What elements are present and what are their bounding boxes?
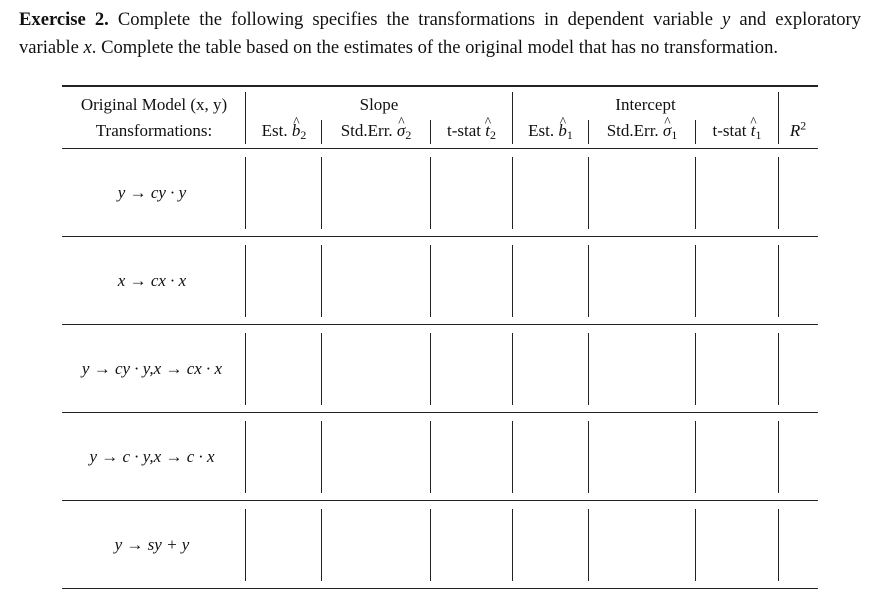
header-se-sigma1-subscript: 1 xyxy=(671,127,678,142)
header-t-t2-symbol: ^ t xyxy=(485,121,490,141)
column-rule xyxy=(695,333,696,405)
column-rule xyxy=(245,333,246,405)
row-rule-1 xyxy=(62,236,818,237)
answer-cell-t-t2[interactable] xyxy=(432,157,510,229)
answer-cell-t-t1[interactable] xyxy=(697,245,776,317)
answer-cell-est-b2[interactable] xyxy=(247,509,319,581)
table-header-rule xyxy=(62,148,818,149)
header-se-sigma2 xyxy=(322,121,430,141)
column-rule xyxy=(778,333,779,405)
header-t-t1-subscript: 1 xyxy=(755,127,762,142)
answer-cell-se-sigma1[interactable] xyxy=(590,333,693,405)
row-label-both-scale xyxy=(64,359,240,379)
exercise-var-y: y xyxy=(722,9,731,30)
answer-cell-se-sigma1[interactable] xyxy=(590,157,693,229)
row-rule-2 xyxy=(62,324,818,325)
header-t-t1-prefix: t-stat xyxy=(712,121,751,140)
column-rule xyxy=(321,245,322,317)
column-rule xyxy=(512,509,513,581)
header-est-b1-prefix: Est. xyxy=(528,121,559,140)
column-rule xyxy=(588,509,589,581)
column-rule xyxy=(245,157,246,229)
answer-cell-r2[interactable] xyxy=(780,157,816,229)
answer-cell-se-sigma2[interactable] xyxy=(323,509,428,581)
header-se-sigma1 xyxy=(589,121,695,141)
header-slope-text: Slope xyxy=(359,95,399,114)
column-rule xyxy=(695,509,696,581)
answer-cell-t-t1[interactable] xyxy=(697,421,776,493)
header-est-b2 xyxy=(247,121,321,141)
column-rule xyxy=(430,509,431,581)
header-transformations-text: Transformations: xyxy=(95,121,213,140)
answer-cell-t-t1[interactable] xyxy=(697,509,776,581)
header-se-sigma2-prefix: Std.Err. xyxy=(340,121,397,140)
row-label-text: y → cy · y xyxy=(117,183,187,202)
exercise-text-part-3: . Complete the table based on the estimates of the original model that has no transformation. xyxy=(91,36,779,58)
header-t-t1 xyxy=(696,121,778,141)
table-top-rule xyxy=(62,85,818,87)
column-rule xyxy=(695,245,696,317)
header-intercept-group xyxy=(515,95,776,115)
column-rule xyxy=(778,157,779,229)
answer-cell-t-t2[interactable] xyxy=(432,421,510,493)
column-rule xyxy=(512,157,513,229)
answer-cell-se-sigma2[interactable] xyxy=(323,333,428,405)
answer-cell-t-t1[interactable] xyxy=(697,157,776,229)
exercise-statement xyxy=(19,6,861,61)
answer-cell-r2[interactable] xyxy=(780,509,816,581)
header-est-b1-symbol: ^ b xyxy=(558,121,567,141)
column-rule xyxy=(512,333,513,405)
row-label-y-scale xyxy=(64,183,240,203)
header-r2 xyxy=(779,118,817,141)
answer-cell-t-t2[interactable] xyxy=(432,509,510,581)
header-original-model-text: Original Model (x, y) xyxy=(80,95,228,114)
answer-cell-est-b1[interactable] xyxy=(514,157,586,229)
exercise-text-part-1: Complete the following specifies the transformations in dependent variable xyxy=(108,9,723,30)
column-rule xyxy=(778,509,779,581)
header-est-b1 xyxy=(513,121,588,141)
header-t-t2 xyxy=(431,121,512,141)
exercise-label: Exercise 2. xyxy=(19,9,109,30)
column-rule xyxy=(588,245,589,317)
header-t-t2-prefix: t-stat xyxy=(447,121,486,140)
header-intercept-text: Intercept xyxy=(615,95,676,114)
header-est-b2-subscript: 2 xyxy=(300,127,307,142)
answer-cell-est-b2[interactable] xyxy=(247,245,319,317)
row-rule-4 xyxy=(62,500,818,501)
header-est-b1-subscript: 1 xyxy=(566,127,573,142)
column-rule xyxy=(588,157,589,229)
answer-cell-se-sigma2[interactable] xyxy=(323,421,428,493)
table-bottom-rule xyxy=(62,588,818,589)
answer-cell-r2[interactable] xyxy=(780,421,816,493)
answer-cell-t-t2[interactable] xyxy=(432,245,510,317)
answer-cell-est-b1[interactable] xyxy=(514,509,586,581)
header-r2-superscript: 2 xyxy=(800,118,807,133)
answer-cell-se-sigma1[interactable] xyxy=(590,509,693,581)
row-label-text: y → sy + y xyxy=(114,535,190,554)
column-rule xyxy=(245,421,246,493)
column-rule xyxy=(321,509,322,581)
exercise-var-x: x xyxy=(83,36,92,58)
row-rule-3 xyxy=(62,412,818,413)
answer-cell-se-sigma1[interactable] xyxy=(590,245,693,317)
row-label-text: y → cy · y,x → cx · x xyxy=(81,359,223,378)
column-rule xyxy=(321,421,322,493)
answer-cell-se-sigma2[interactable] xyxy=(323,157,428,229)
column-rule xyxy=(695,421,696,493)
column-rule xyxy=(245,509,246,581)
header-r2-symbol: R xyxy=(789,121,801,140)
header-t-t2-subscript: 2 xyxy=(490,127,496,142)
header-se-sigma1-prefix: Std.Err. xyxy=(606,121,663,140)
column-rule xyxy=(695,157,696,229)
column-rule xyxy=(512,421,513,493)
answer-cell-est-b2[interactable] xyxy=(247,333,319,405)
answer-cell-r2[interactable] xyxy=(780,245,816,317)
answer-cell-se-sigma1[interactable] xyxy=(590,421,693,493)
header-se-sigma2-subscript: 2 xyxy=(405,127,412,142)
row-label-text: y → c · y,x → c · x xyxy=(89,447,215,466)
row-label-text: x → cx · x xyxy=(117,271,187,290)
column-rule xyxy=(430,245,431,317)
header-transformations xyxy=(64,121,244,141)
row-label-x-scale xyxy=(64,271,240,291)
answer-cell-est-b1[interactable] xyxy=(514,333,586,405)
column-rule xyxy=(321,333,322,405)
row-label-common-scale xyxy=(64,447,240,467)
column-rule xyxy=(321,157,322,229)
column-rule xyxy=(778,245,779,317)
column-rule xyxy=(245,245,246,317)
header-se-sigma1-symbol: ^ σ xyxy=(663,121,671,141)
header-est-b2-prefix: Est. xyxy=(261,121,292,140)
header-divider-model xyxy=(245,92,246,144)
column-rule xyxy=(512,245,513,317)
header-original-model xyxy=(64,95,244,115)
answer-cell-t-t2[interactable] xyxy=(432,333,510,405)
header-est-b2-symbol: ^ b xyxy=(292,121,301,141)
header-t-t1-symbol: ^ t xyxy=(751,121,756,141)
answer-cell-est-b2[interactable] xyxy=(247,421,319,493)
column-rule xyxy=(588,421,589,493)
answer-cell-est-b1[interactable] xyxy=(514,421,586,493)
answer-cell-r2[interactable] xyxy=(780,333,816,405)
answer-cell-est-b2[interactable] xyxy=(247,157,319,229)
answer-cell-est-b1[interactable] xyxy=(514,245,586,317)
header-slope-group xyxy=(248,95,510,115)
header-se-sigma2-symbol: ^ σ xyxy=(397,121,405,141)
answer-cell-t-t1[interactable] xyxy=(697,333,776,405)
exercise-text-part-2: and exploratory variable xyxy=(19,9,861,58)
column-rule xyxy=(430,157,431,229)
row-label-y-shift xyxy=(64,535,240,555)
column-rule xyxy=(430,333,431,405)
column-rule xyxy=(778,421,779,493)
column-rule xyxy=(430,421,431,493)
column-rule xyxy=(588,333,589,405)
answer-cell-se-sigma2[interactable] xyxy=(323,245,428,317)
